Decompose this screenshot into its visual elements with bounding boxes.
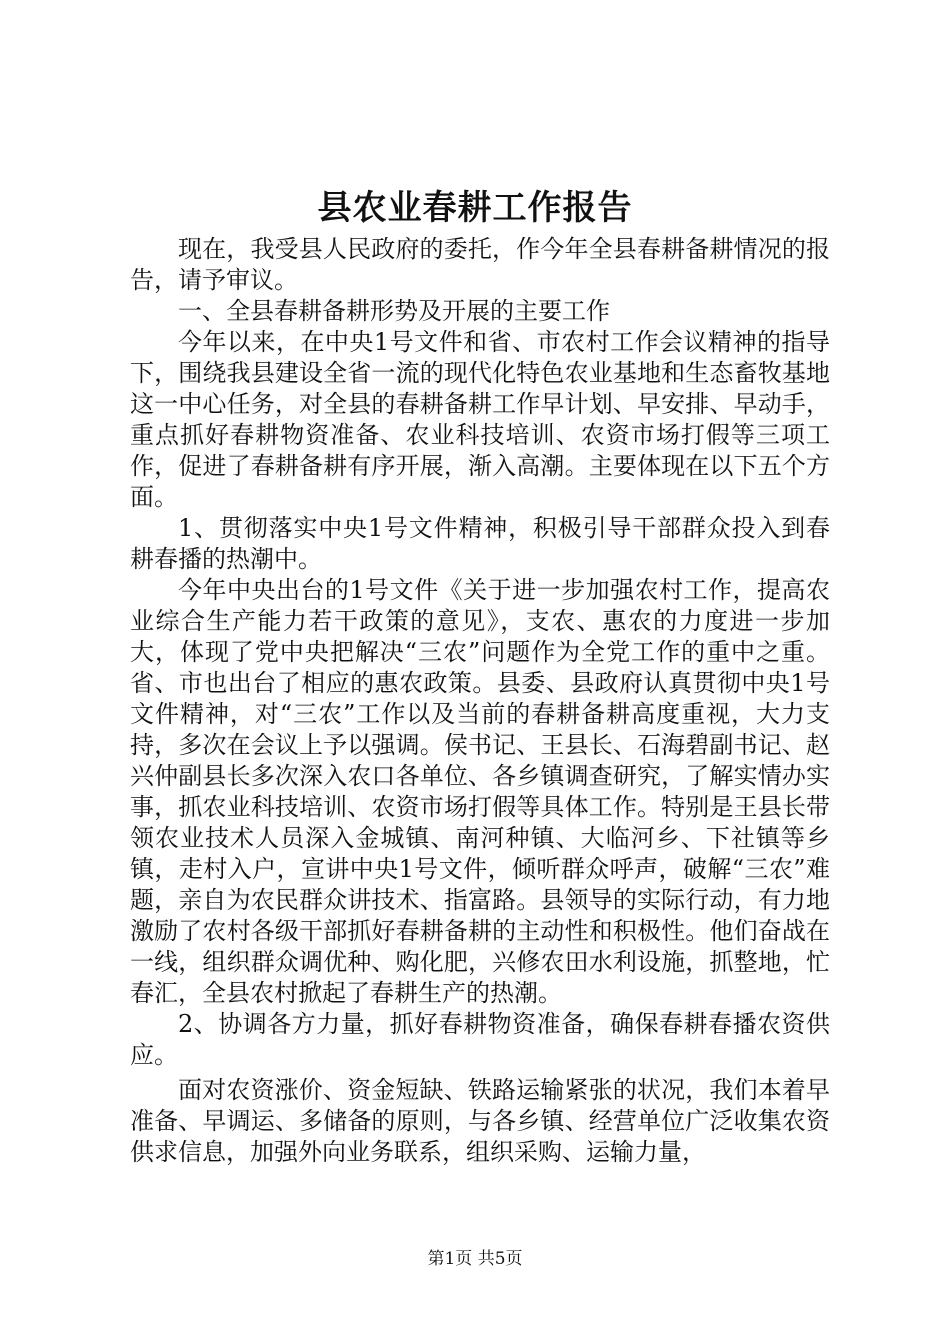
section-heading-1: 一、全县春耕备耕形势及开展的主要工作 xyxy=(178,297,610,325)
paragraph-overview: 今年以来，在中央1号文件和省、市农村工作会议精神的指导下，围绕我县建设全省一流的现代化特色农业基地和生态畜牧基地这一中心任务，对全县的春耕备耕工作早计划、早安排、早动手，重点抓好春耕物资准备、农业科技培训、农资市场打假等三项工作，促进了春耕备耕有序开展，渐入高潮。主要体现在以下五个方面。 xyxy=(130,328,830,511)
document-body xyxy=(130,234,830,1168)
paragraph-supplies: 面对农资涨价、资金短缺、铁路运输紧张的状况，我们本着早准备、早调运、多储备的原则，与各乡镇、经营单位广泛收集农资供求信息，加强外向业务联系，组织采购、运输力量， xyxy=(130,1076,830,1166)
subheading-2: 2、协调各方力量，抓好春耕物资准备，确保春耕春播农资供应。 xyxy=(130,1010,830,1069)
paragraph-policy: 今年中央出台的1号文件《关于进一步加强农村工作，提高农业综合生产能力若干政策的意见》，支农、惠农的力度进一步加大，体现了党中央把解决“三农”问题作为全党工作的重中之重。省、市也出台了相应的惠农政策。县委、县政府认真贯彻中央1号文件精神，对“三农”工作以及当前的春耕备耕高度重视，大力支持，多次在会议上予以强调。侯书记、王县长、石海碧副书记、赵兴仲副县长多次深入农口各单位、各乡镇调查研究，了解实情办实事，抓农业科技培训、农资市场打假等具体工作。特别是王县长带领农业技术人员深入金城镇、南河种镇、大临河乡、下社镇等乡镇，走村入户，宣讲中央1号文件，倾听群众呼声，破解“三农”难题，亲自为农民群众讲技术、指富路。县领导的实际行动，有力地激励了农村各级干部抓好春耕备耕的主动性和积极性。他们奋战在一线，组织群众调优种、购化肥，兴修农田水利设施，抓整地，忙春汇，全县农村掀起了春耕生产的热潮。 xyxy=(130,576,830,1007)
subheading-1: 1、贯彻落实中央1号文件精神，积极引导干部群众投入到春耕春播的热潮中。 xyxy=(130,514,830,573)
paragraph-intro: 现在，我受县人民政府的委托，作今年全县春耕备耕情况的报告，请予审议。 xyxy=(130,235,830,294)
page-footer: 第1页 共5页 xyxy=(427,1249,523,1269)
document-title: 县农业春耕工作报告 xyxy=(317,188,633,228)
